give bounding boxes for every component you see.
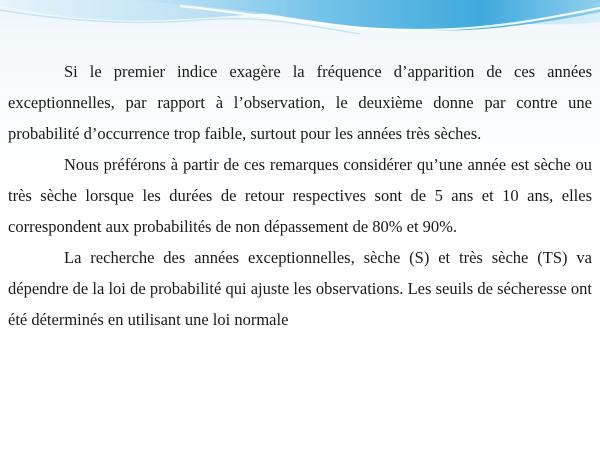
paragraph-3: La recherche des années exceptionnelles, sèche (S) et très sèche (TS) va dépendre de la loi de probabilité qui ajuste les observations. Les seuils de sécheresse ont été déterminés en utilisant une loi normale bbox=[8, 248, 592, 329]
paragraph-2: Nous préférons à partir de ces remarques considérer qu’une année est sèche ou très sèche lorsque les durées de retour respectives sont de 5 ans et 10 ans, elles correspondent aux probabilités de non dépassement de 80% et 90%. bbox=[8, 155, 592, 236]
paragraph-1: Si le premier indice exagère la fréquence d’apparition de ces années exceptionnelles, par rapport à l’observation, le deuxième donne par contre une probabilité d’occurrence trop faible, surtout pour les années très sèches. bbox=[8, 62, 592, 143]
header-wave-decoration bbox=[0, 0, 600, 60]
slide-body-text bbox=[8, 56, 592, 335]
